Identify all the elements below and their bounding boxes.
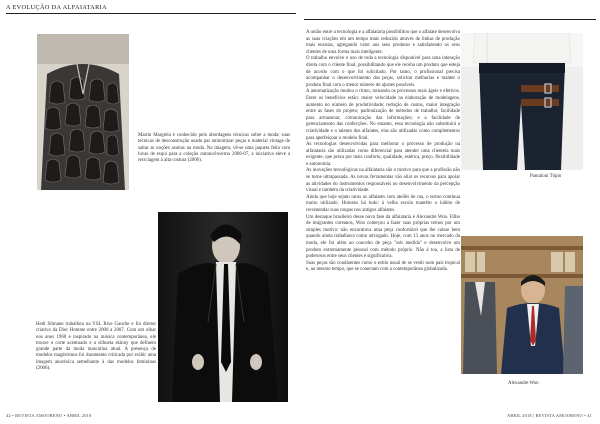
body-paragraph: As inovações tecnológicas na alfaiataria são o motivo para que a profissão não se torne ultrapassada. As novas ferramentas vão aliar os recursos para apoiar as atividades do instrumentos responsáveis no desenvolvimento da percepção visual e também da criatividade.: [306, 168, 460, 194]
slimane-model-photo: [158, 212, 288, 402]
margiela-jacket-photo: [37, 34, 129, 190]
trousers-photo: [461, 33, 583, 170]
margiela-caption: Martin Margiela é conhecido pelo abordagens técnicas sobre a moda: suas técnicas de desconstrução usado par aminimizar peças e material vintage de saltar as noções asuitas na moda. Na imagem, vê-se uma jaqueta feita com luvas de esqui para a coleção outono/inverno 2006-07, a iniciativa eleve a reciclagem à alta costura (2006).: [138, 133, 290, 164]
body-paragraph: A automatização mudou o ritmo, tornando os processos mais ágeis e efetivos. Entre os benefícios estão: maior velocidade na elaboração de modelagens, aumento no número de produtividade; redução de custos, maior integração entre as fases do projeto; padronização de métodos de trabalho; facilidade para armazenar, comunicação das informações; e a facilidade de gerenciamento das confecções. No entanto, essa tecnologia não substituirá a criatividade e o talento dos alfaiates, elas são utilizadas como complementos para aperfeiçoar o modelo final.: [306, 89, 460, 141]
body-paragraph: Um destaque brasileiro desse nova fase da alfaiataria é Alexandre Won. Filho de imigrantes coreanos, Won começou a fazer suas próprias ternos por um simples motivo: não encontrava uma peça confortável que lhe caísse bem quando ainda trabalhava como advogado. Hoje, com 13 anos no mercado da moda, ele foi além ao conceito de peça "sob medida" e desenvolve um produto extremamente pessoal com método próprio. Não à toa, a lista de poderosos entre seus clientes é significativa.: [306, 214, 460, 260]
tom-photo-credit: Pantaloni Tópio: [530, 174, 562, 179]
page-section-title: A EVOLUÇÃO DA ALFAIATARIA: [6, 4, 107, 11]
article-body: [306, 30, 460, 274]
body-paragraph: As tecnologias desenvolvidas para melhorar o processo de produção na alfaiataria são utilizadas como diferencial para atender uma clientela mais exigente, que preza por mais conforto, qualidade, estética, preço, flexibilidade e autonomia.: [306, 142, 460, 167]
body-paragraph: Suas peças são condizentes como o estilo usual de se vestir num país tropical e, ao mesmo tempo, que se conectam com a contemporânea globalizada.: [306, 260, 460, 273]
body-paragraph: A união entre a tecnologia e a alfaiataria possibilitou que o alfaiate desenvolva as suas criações em um tempo mais reduzido através de linhas de produção mais enxutas, agregando valor aos seus produtos e satisfazendo os seus clientes de uma forma mais inteligente.: [306, 30, 460, 55]
slimane-caption: Hedi Slimane trabalhou na YSL Rive Gauche e foi diretor criativo da Dior Homme entre 2000 a 2007. Com um olhar nos anos 1960 e inspirado na música contemporânea, ele trouxe o corte acentuado e a silhueta skinny que definem grande parte da moda masculina atual. A presença de modelos magérrimos foi duramente criticada por exibir uma imagem anoréxica semelhante à das modelos femininas (2006).: [36, 322, 156, 372]
footer-right: ABRIL 2018 | REVISTA AMOORENO • 41: [506, 413, 592, 418]
won-photo: [461, 236, 583, 374]
body-paragraph: O trabalho envolve o uso de toda a tecnologia disponível para uma interação direta com o cliente final, possibilitando que ele receba um produto que esteja de acordo com o que foi solicitado. Por tanto, o profissional precisa acompanhar o desenvolvimento das peças, solicitar melhorias e manter o produto final com o menor número de ajustes possíveis.: [306, 56, 460, 88]
body-paragraph: Ainda que hoje sejam raros os alfaiates com ateliês de rua, o termo continua muito utilizado. Homens há tudo: à velha escola mantêm o hábito de recomendar suas roupas nos antigos alfaiates.: [306, 194, 460, 214]
footer-left: 42 • REVISTA AMOORENO • ABRIL 2018: [6, 413, 92, 418]
header-rule-left: [6, 13, 296, 14]
won-photo-credit: Alexandre Won: [508, 381, 539, 386]
header-rule-right: [304, 19, 596, 20]
